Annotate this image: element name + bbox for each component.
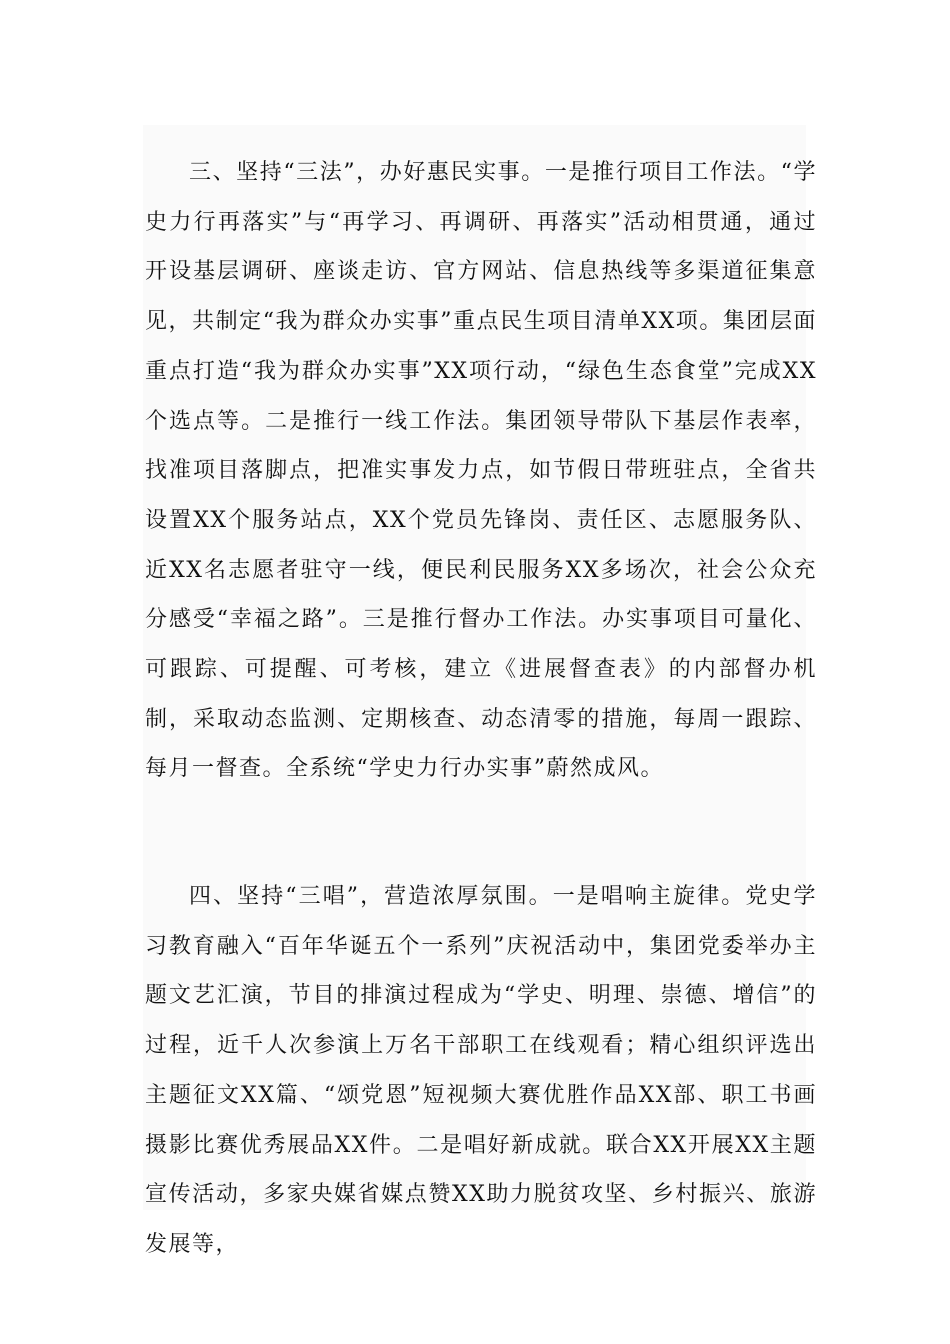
paragraph-section-three: 三、坚持“三法”，办好惠民实事。一是推行项目工作法。“学史力行再落实”与“再学习、再调研、再落实”活动相贯通，通过开设基层调研、座谈走访、官方网站、信息热线等多渠道征集意见，共制定“我为群众办实事”重点民生项目清单XX项。集团层面重点打造“我为群众办实事”XX项行动，“绿色生态食堂”完成XX个选点等。二是推行一线工作法。集团领导带队下基层作表率，找准项目落脚点，把准实事发力点，如节假日带班驻点，全省共设置XX个服务站点，XX个党员先锋岗、责任区、志愿服务队、近XX名志愿者驻守一线，便民利民服务XX多场次，社会公众充分感受“幸福之路”。三是推行督办工作法。办实事项目可量化、可跟踪、可提醒、可考核，建立《进展督查表》的内部督办机制，采取动态监测、定期核查、动态清零的措施，每周一跟踪、每月一督查。全系统“学史力行办实事”蔚然成风。 (145, 160, 817, 782)
paragraph-section-four: 四、坚持“三唱”，营造浓厚氛围。一是唱响主旋律。党史学习教育融入“百年华诞五个一系列”庆祝活动中，集团党委举办主题文艺汇演，节目的排演过程成为“学史、明理、崇德、增信”的过程，近千人次参演上万名干部职工在线观看；精心组织评选出主题征文XX篇、“颂党恩”短视频大赛优胜作品XX部、职工书画摄影比赛优秀展品XX件。二是唱好新成就。联合XX开展XX主题宣传活动，多家央媒省媒点赞XX助力脱贫攻坚、乡村振兴、旅游发展等， (145, 884, 817, 1257)
